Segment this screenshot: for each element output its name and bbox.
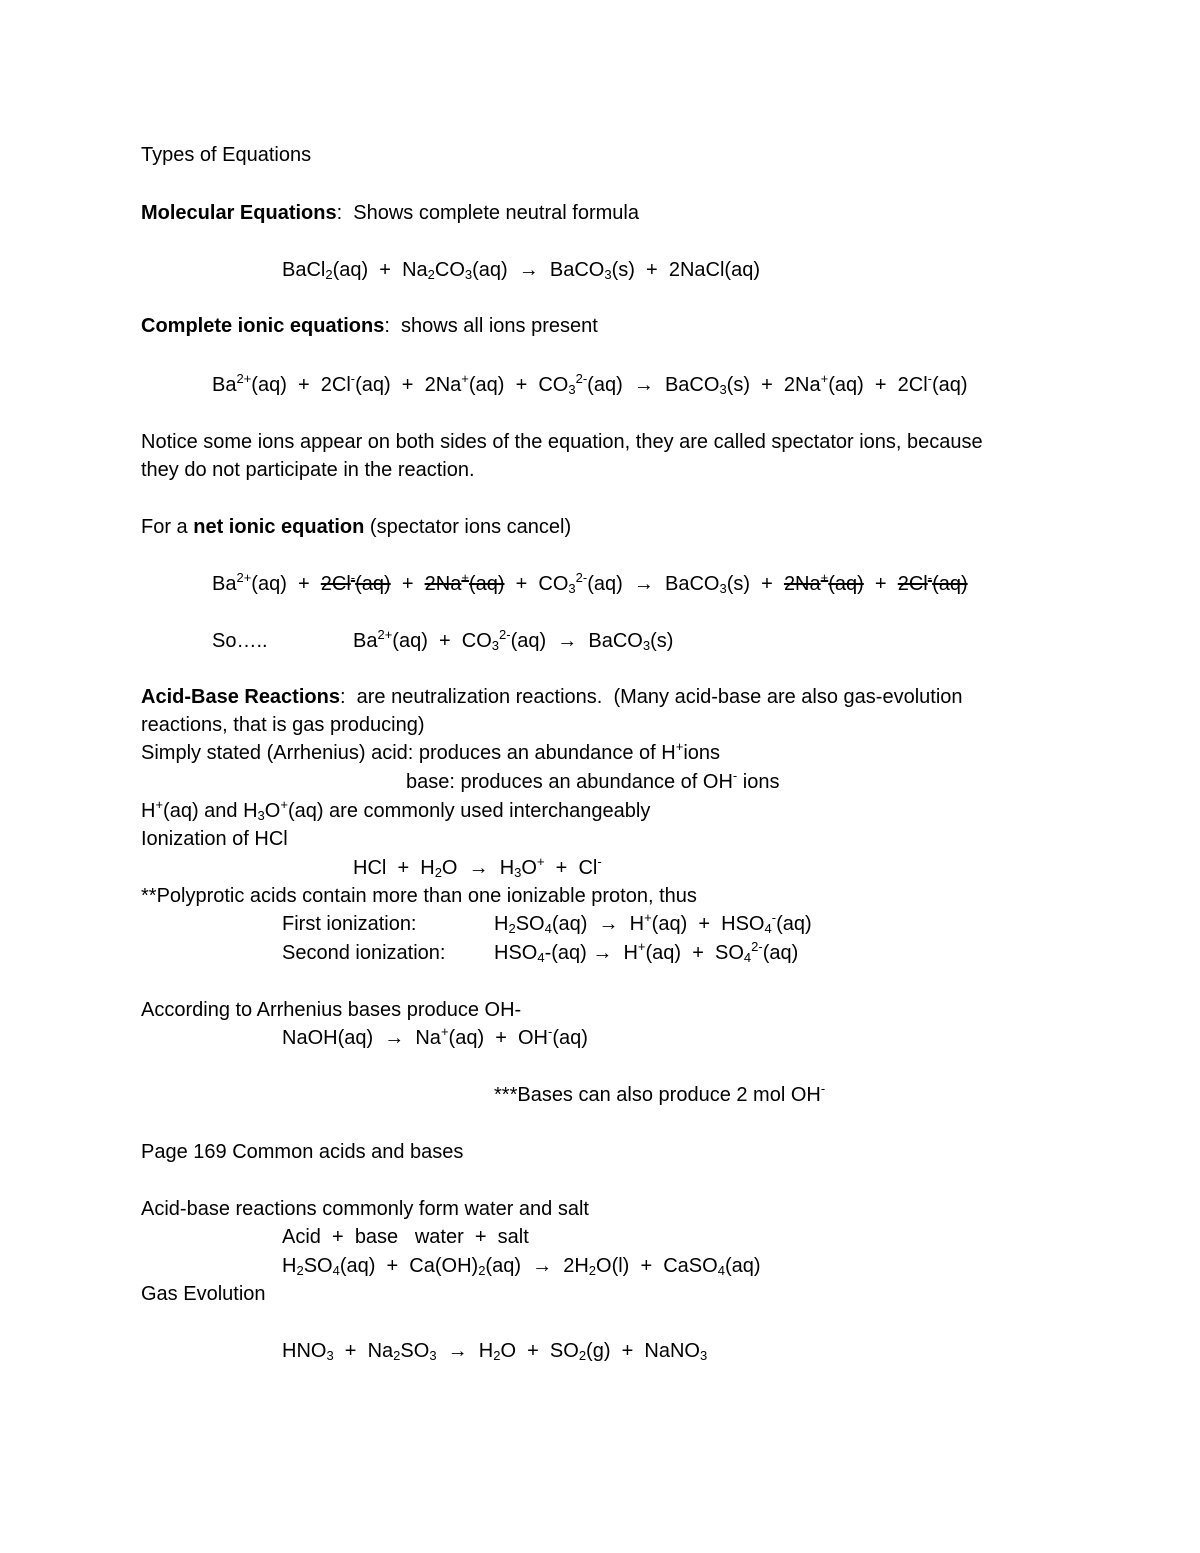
page-title: Types of Equations xyxy=(141,144,312,166)
complete-equation: $Ba^{2+}(aq) + 2Cl^-(aq) + 2Na^+(aq) + CO_3^{2-}(aq)$ → BaCO$_3$(s) + 2Na+(aq) + 2Cl-(aq) xyxy=(212,371,968,397)
page-reference: Page 169 Common acids and bases xyxy=(141,1141,464,1163)
notice-line-1: Notice some ions appear on both sides of the equation, they are called spectator ions, because xyxy=(141,431,983,453)
interchange-line: H+(aq) and $H_3O^+(aq)$ are commonly used interchangeably xyxy=(141,797,651,823)
polyprotic-line: **Polyprotic acids contain more than one ionizable proton, thus xyxy=(141,885,697,907)
acidbase-desc-2: reactions, that is gas producing) xyxy=(141,714,425,736)
gas-evolution-heading: Gas Evolution xyxy=(141,1283,266,1305)
cancelled-term: 2Cl-(aq) xyxy=(320,570,391,595)
net-heading: net ionic equation xyxy=(193,516,365,538)
arrhenius-base-line: base: produces an abundance of OH- ions xyxy=(406,768,780,793)
acidbase-heading-line: Acid-Base Reactions: are neutralization reactions. (Many acid-base are also gas-evolution xyxy=(141,686,963,708)
molecular-desc: : Shows complete neutral formula xyxy=(336,202,639,224)
arrhenius-bases-line: According to Arrhenius bases produce OH- xyxy=(141,999,522,1021)
molecular-heading: Molecular Equations xyxy=(141,202,337,224)
hcl-equation: HCl + $H_2O \to H_3O^+ + Cl^-$ xyxy=(353,854,602,880)
cancelled-term: 2Cl-(aq) xyxy=(897,570,968,595)
net-ionic-equation: $Ba^{2+}(aq) + CO_3^{2-}(aq)$ → BaCO$_3$(s) xyxy=(353,627,674,653)
gas-evolution-equation: $HNO_3 + Na_2SO_3 \to H_2O + SO_2(g)$ + NaNO$_3$ xyxy=(282,1340,708,1363)
word-equation: Acid + base water + salt xyxy=(282,1226,529,1248)
molecular-heading-line xyxy=(141,203,639,223)
first-ionization-label: First ionization: xyxy=(282,913,417,935)
second-ionization-label: Second ionization: xyxy=(282,942,446,964)
arrhenius-acid-line: Simply stated (Arrhenius) acid: produces an abundance of H+ions xyxy=(141,739,721,764)
second-ionization-equation: $HSO_4-(aq) \to H^+(aq) + SO_4^{2-}(aq)$ xyxy=(494,939,799,965)
complete-heading-line xyxy=(141,316,598,336)
complete-desc: : shows all ions present xyxy=(384,315,598,337)
notice-line-2: they do not participate in the reaction. xyxy=(141,459,475,481)
cancelled-term: 2Na+(aq) xyxy=(424,570,505,595)
first-ionization-equation: $H_2SO_4(aq) \to H^+(aq) + HSO_4^-(aq)$ xyxy=(494,910,812,936)
net-so-label: So….. xyxy=(212,630,268,652)
net-equation-cancel: $Ba^{2+}(aq) + 2Cl^-(aq) + 2Na^+(aq) + CO_3^{2-}(aq)$ → BaCO$_3$(s) + 2Na+(aq) + 2Cl-(aq) xyxy=(212,570,968,596)
acidbase-heading: Acid-Base Reactions xyxy=(141,686,340,708)
molecular-equation: BaCl$_2$(aq) + $Na_2CO_3(aq)$ → BaCO$_3$(s) + 2NaCl(aq) xyxy=(282,259,760,282)
neutralization-equation: $H_2SO_4(aq) + Ca(OH)_2(aq) \to 2H_2O(l)$ + CaSO$_4$(aq) xyxy=(282,1255,761,1278)
cancelled-term: 2Na+(aq) xyxy=(783,570,864,595)
naoh-equation: NaOH(aq) → Na+(aq) + OH-(aq) xyxy=(282,1024,588,1049)
complete-heading: Complete ionic equations xyxy=(141,315,385,337)
ionization-label: Ionization of HCl xyxy=(141,828,288,850)
water-salt-line: Acid-base reactions commonly form water and salt xyxy=(141,1198,589,1220)
bases-note: ***Bases can also produce 2 mol OH- xyxy=(494,1081,826,1106)
net-heading-line: For a net ionic equation (spectator ions cancel) xyxy=(141,516,572,538)
